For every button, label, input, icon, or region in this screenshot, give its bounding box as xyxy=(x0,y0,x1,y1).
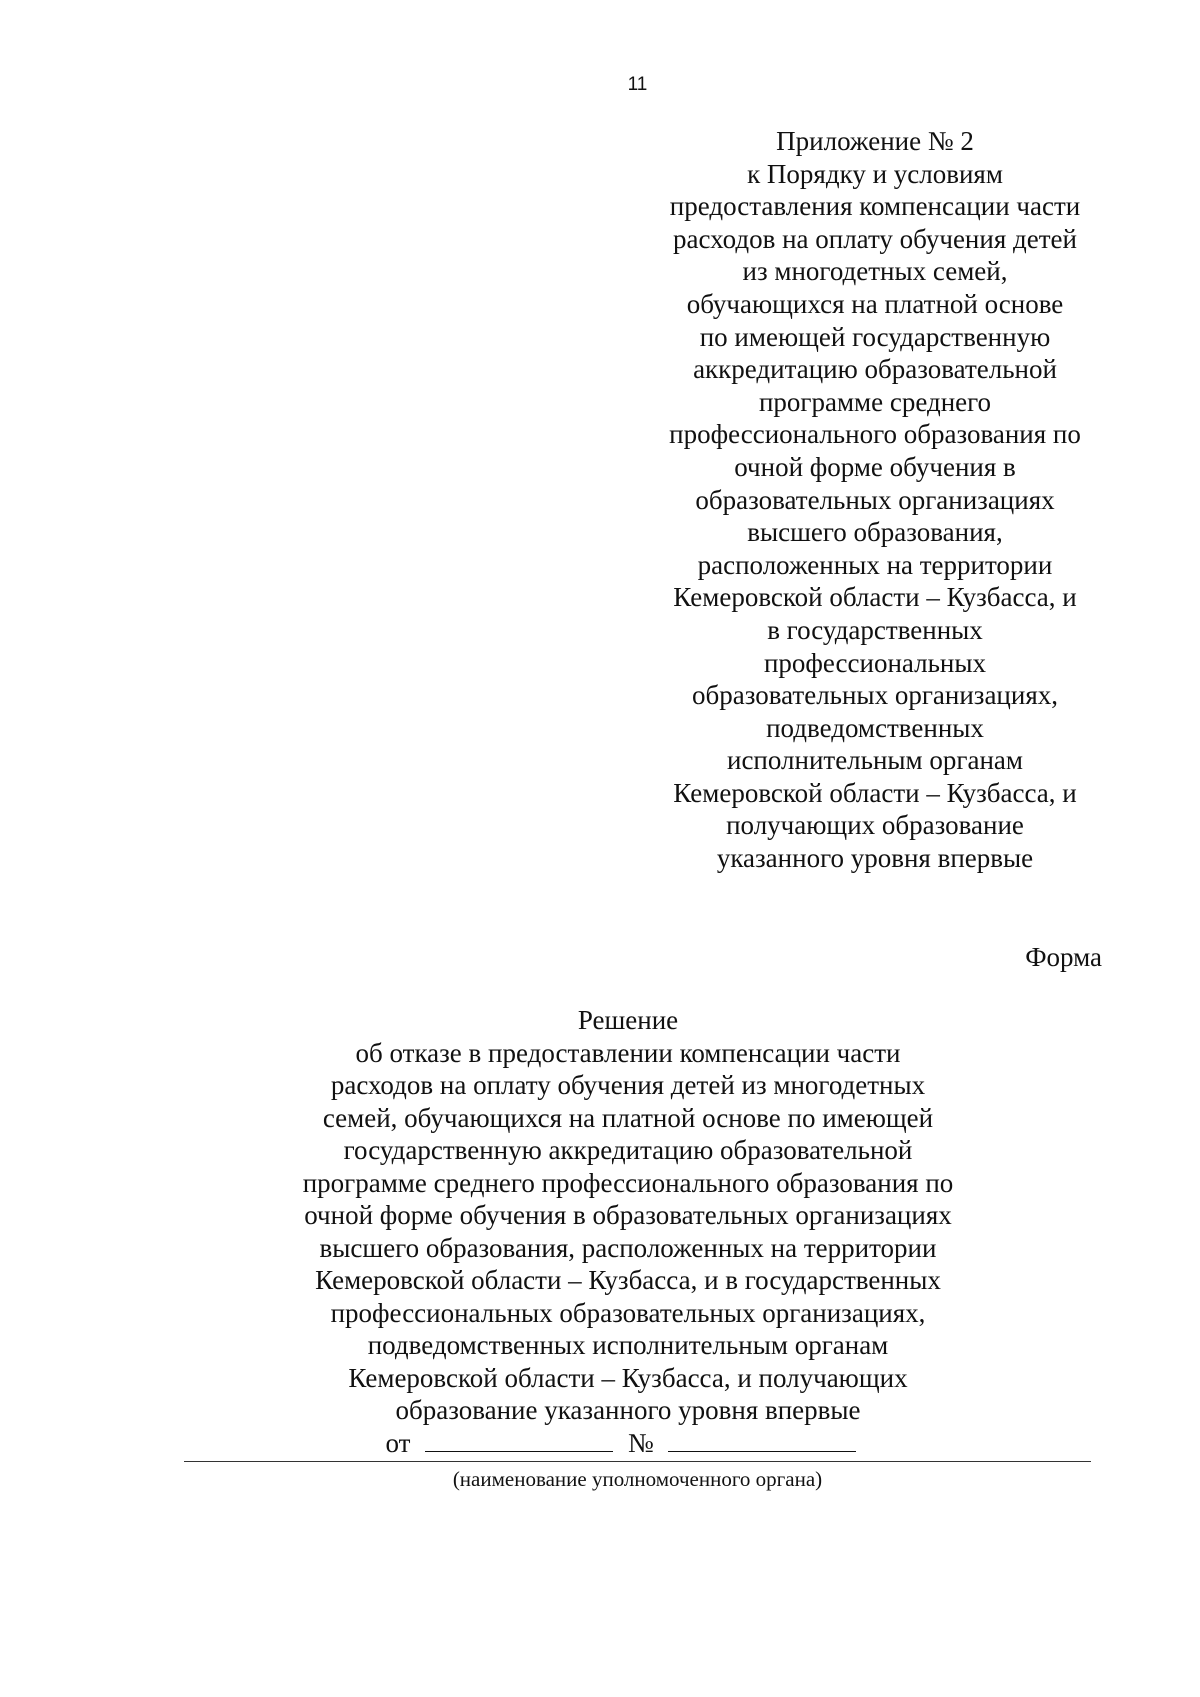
title-line: подведомственных исполнительным органам xyxy=(367,1330,889,1360)
appendix-line: аккредитацию образовательной xyxy=(693,354,1057,385)
title-line: Решение xyxy=(577,1005,679,1035)
title-line: об отказе в предоставлении компенсации части xyxy=(355,1037,901,1068)
appendix-line: Кемеровской области – Кузбасса, и xyxy=(673,582,1077,613)
appendix-line: программе среднего xyxy=(758,386,992,417)
appendix-line: обучающихся на платной основе xyxy=(686,288,1064,319)
appendix-line: подведомственных xyxy=(766,712,984,743)
title-line: расходов на оплату обучения детей из многодетных xyxy=(330,1070,926,1100)
appendix-line: образовательных организациях xyxy=(695,484,1055,515)
number-label: № xyxy=(627,1428,654,1458)
title-line: высшего образования, расположенных на территории xyxy=(319,1232,937,1263)
appendix-line: из многодетных семей, xyxy=(742,256,1008,287)
appendix-line: предоставления компенсации части xyxy=(669,191,1081,222)
appendix-line: профессиональных xyxy=(763,647,987,678)
appendix-line: исполнительным органам xyxy=(727,745,1023,776)
authority-name-line[interactable] xyxy=(184,1461,1091,1462)
appendix-line: Кемеровской области – Кузбасса, и xyxy=(673,777,1077,808)
appendix-line: получающих образование xyxy=(726,810,1024,841)
appendix-line: к Порядку и условиям xyxy=(747,158,1003,189)
appendix-line: расположенных на территории xyxy=(697,549,1053,580)
appendix-line: профессионального образования по xyxy=(669,419,1081,450)
appendix-line: в государственных xyxy=(767,614,983,645)
appendix-header xyxy=(625,125,1125,875)
authority-caption: (наименование уполномоченного органа) xyxy=(452,1467,823,1491)
title-line: Кемеровской области – Кузбасса, и в государственных xyxy=(315,1265,941,1295)
appendix-line: расходов на оплату обучения детей xyxy=(673,223,1077,254)
date-number-line xyxy=(300,1427,950,1459)
from-label: от xyxy=(385,1428,411,1458)
title-line: программе среднего профессионального образования по xyxy=(302,1167,954,1198)
appendix-line: очной форме обучения в xyxy=(734,451,1016,482)
date-field[interactable] xyxy=(425,1427,613,1452)
page-number: 11 xyxy=(627,74,648,95)
appendix-line: Приложение № 2 xyxy=(776,126,974,156)
appendix-line: высшего образования, xyxy=(747,517,1003,548)
decision-title xyxy=(178,1004,1078,1427)
appendix-line: по имеющей государственную xyxy=(699,321,1051,352)
number-field[interactable] xyxy=(668,1427,856,1452)
title-line: образование указанного уровня впервые xyxy=(395,1395,861,1425)
title-line: очной форме обучения в образовательных организациях xyxy=(304,1200,952,1230)
form-label: Форма xyxy=(1025,942,1102,972)
title-line: профессиональных образовательных организациях, xyxy=(330,1297,926,1328)
title-line: государственную аккредитацию образовательной xyxy=(343,1135,913,1165)
title-line: Кемеровской области – Кузбасса, и получающих xyxy=(348,1362,908,1393)
appendix-line: указанного уровня впервые xyxy=(716,843,1034,874)
appendix-line: образовательных организациях, xyxy=(692,680,1058,711)
title-line: семей, обучающихся на платной основе по имеющей xyxy=(322,1102,934,1133)
